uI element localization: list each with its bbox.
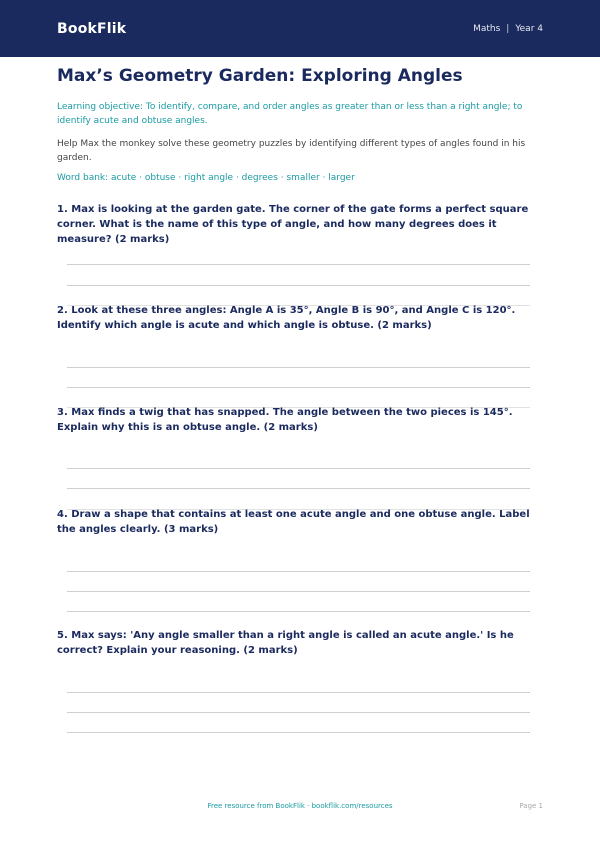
subject-label: Maths xyxy=(473,23,501,34)
brand-logo: BookFlik xyxy=(57,20,127,37)
question-5: 5. Max says: 'Any angle smaller than a right angle is called an acute angle.' Is he correct? Explain your reasoning. (2 marks) xyxy=(57,630,514,656)
page-title: Max’s Geometry Garden: Exploring Angles xyxy=(57,66,463,86)
question-4: 4. Draw a shape that contains at least one acute angle and one obtuse angle. Label the angles clearly. (3 marks) xyxy=(57,509,530,535)
answer-line[interactable] xyxy=(67,712,530,713)
footer-resource[interactable]: Free resource from BookFlik · bookflik.com/resources xyxy=(207,802,393,810)
page-number: Page 1 xyxy=(519,802,543,810)
answer-line[interactable] xyxy=(67,387,530,388)
answer-line[interactable] xyxy=(67,285,530,286)
year-label: Year 4 xyxy=(515,23,543,34)
question-2: 2. Look at these three angles: Angle A is 35°, Angle B is 90°, and Angle C is 120°. Identify which angle is acute and which angle is obtuse. (2 marks) xyxy=(57,305,516,331)
intro-text: Help Max the monkey solve these geometry puzzles by identifying different types of angles found in his garden. xyxy=(57,139,526,163)
answer-line[interactable] xyxy=(67,571,530,572)
question-3: 3. Max finds a twig that has snapped. The angle between the two pieces is 145°. Explain why this is an obtuse angle. (2 marks) xyxy=(57,407,513,433)
answer-line[interactable] xyxy=(67,732,530,733)
learning-objective: Learning objective: To identify, compare, and order angles as greater than or less than a right angle; to identify acute and obtuse angles. xyxy=(57,102,523,126)
answer-line[interactable] xyxy=(67,692,530,693)
subject-year xyxy=(473,24,543,34)
answer-line[interactable] xyxy=(67,468,530,469)
answer-line[interactable] xyxy=(67,591,530,592)
answer-line[interactable] xyxy=(67,611,530,612)
header-bar xyxy=(0,0,600,57)
question-1: 1. Max is looking at the garden gate. The corner of the gate forms a perfect square corner. What is the name of this type of angle, and how many degrees does it measure? (2 marks) xyxy=(57,204,529,245)
answer-line[interactable] xyxy=(67,488,530,489)
answer-line[interactable] xyxy=(67,367,530,368)
meta-separator: | xyxy=(506,23,510,34)
word-bank: Word bank: acute · obtuse · right angle · degrees · smaller · larger xyxy=(57,173,355,183)
answer-line[interactable] xyxy=(67,264,530,265)
